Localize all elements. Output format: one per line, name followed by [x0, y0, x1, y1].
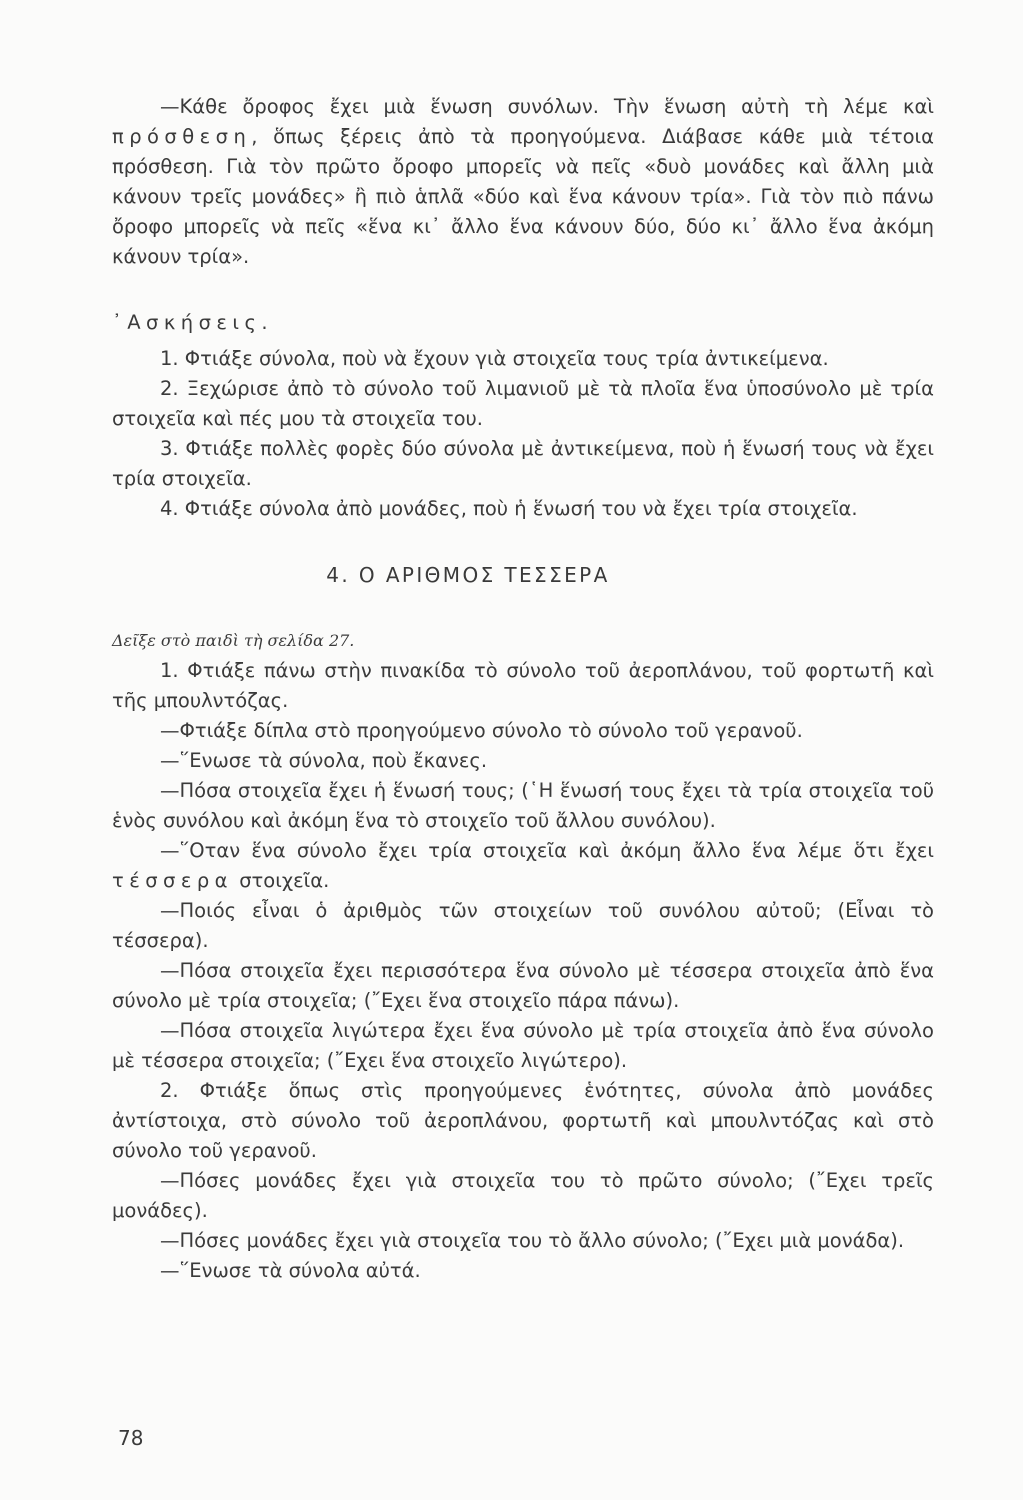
section-line-2: —Φτιάξε δίπλα στὸ προηγούμενο σύνολο τὸ σύνολο τοῦ γερανοῦ.: [160, 719, 803, 742]
four-spaced-word: τέσσερα: [112, 869, 233, 892]
intro-text-start: —Κάθε ὄροφος ἔχει μιὰ ἕνωση συνόλων. Τὴν ἕνωση αὐτὴ τὴ λέμε καὶ: [160, 95, 934, 118]
section-line-3: —῞Ενωσε τὰ σύνολα, ποὺ ἔκανες.: [160, 749, 488, 772]
exercises-heading: [112, 308, 934, 338]
exercises-heading-text: ᾽Ασκήσεις.: [112, 311, 274, 334]
exercise-item-1: 1. Φτιάξε σύνολα, ποὺ νὰ ἔχουν γιὰ στοιχεῖα τους τρία ἀντικείμενα.: [160, 347, 829, 370]
section-line-9: —Πόσες μονάδες ἔχει γιὰ στοιχεῖα του τὸ πρῶτο σύνολο; (῎Εχει τρεῖς μονάδες).: [112, 1169, 934, 1222]
section-line-7: —Πόσα στοιχεῖα λιγώτερα ἔχει ἕνα σύνολο μὲ τρία στοιχεῖα ἀπὸ ἕνα σύνολο μὲ τέσσερα στοιχεῖα; (῎Εχει ἕνα στοιχεῖο λιγώτερο).: [112, 1019, 934, 1072]
section-line-8: 2. Φτιάξε ὅπως στὶς προηγούμενες ἑνότητες, σύνολα ἀπὸ μονάδες ἀντίστοιχα, στὸ σύνολο τοῦ ἀεροπλάνου, φορτωτῆ καὶ μπουλντόζας καὶ στὸ σύνολο τοῦ γερανοῦ.: [112, 1079, 934, 1162]
section-line-5: —Ποιός εἶναι ὁ ἀριθμὸς τῶν στοιχείων τοῦ συνόλου αὐτοῦ; (Εἶναι τὸ τέσσερα).: [112, 899, 934, 952]
exercise-item-4: 4. Φτιάξε σύνολα ἀπὸ μονάδες, ποὺ ἡ ἕνωσή του νὰ ἔχει τρία στοιχεῖα.: [160, 497, 858, 520]
exercise-item-3: 3. Φτιάξε πολλὲς φορὲς δύο σύνολα μὲ ἀντικείμενα, ποὺ ἡ ἕνωσή τους νὰ ἔχει τρία στοιχεῖα.: [112, 437, 934, 490]
four-definition-start: —῞Οταν ἕνα σύνολο ἔχει τρία στοιχεῖα καὶ ἀκόμη ἄλλο ἕνα λέμε ὅτι ἔχει: [160, 839, 934, 862]
section-title: 4. Ο ΑΡΙΘΜΟΣ ΤΕΣΣΕΡΑ: [326, 563, 610, 587]
section-line-10: —Πόσες μονάδες ἔχει γιὰ στοιχεῖα του τὸ ἄλλο σύνολο; (῎Εχει μιὰ μονάδα).: [160, 1229, 905, 1252]
four-definition: [112, 836, 934, 896]
section-line-11: —῞Ενωσε τὰ σύνολα αὐτά.: [160, 1259, 421, 1282]
section-line-4: —Πόσα στοιχεῖα ἔχει ἡ ἕνωσή τους; (῾Η ἕνωσή τους ἔχει τὰ τρία στοιχεῖα τοῦ ἑνὸς συνόλου καὶ ἀκόμη ἕνα τὸ στοιχεῖο τοῦ ἄλλου συνόλου).: [112, 779, 934, 832]
section-line-6: —Πόσα στοιχεῖα ἔχει περισσότερα ἕνα σύνολο μὲ τέσσερα στοιχεῖα ἀπὸ ἕνα σύνολο μὲ τρία στοιχεῖα; (῎Εχει ἕνα στοιχεῖο πάρα πάνω).: [112, 959, 934, 1012]
intro-spaced-word: πρόσθεση: [112, 125, 252, 148]
four-definition-end: στοιχεῖα.: [233, 869, 330, 892]
exercise-item-2: 2. Ξεχώρισε ἀπὸ τὸ σύνολο τοῦ λιμανιοῦ μὲ τὰ πλοῖα ἕνα ὑποσύνολο μὲ τρία στοιχεῖα καὶ πές μου τὰ στοιχεῖα του.: [112, 377, 934, 430]
page-text: [112, 92, 934, 1286]
intro-text-end: , ὅπως ξέρεις ἀπὸ τὰ προηγούμενα. Διάβασε κάθε μιὰ τέτοια πρόσθεση. Γιὰ τὸν πρῶτο ὄροφο μπορεῖς νὰ πεῖς «δυὸ μονάδες καὶ ἄλλη μιὰ κάνουν τρεῖς μονάδες» ἢ πιὸ ἁπλᾶ «δύο καὶ ἕνα κάνουν τρία». Γιὰ τὸν πιὸ πάνω ὄροφο μπορεῖς νὰ πεῖς «ἕνα κι᾽ ἄλλο ἕνα κάνουν δύο, δύο κι᾽ ἄλλο ἕνα ἀκόμη κάνουν τρία».: [112, 125, 934, 268]
page-number: 78: [118, 1426, 144, 1450]
section-line-1: 1. Φτιάξε πάνω στὴν πινακίδα τὸ σύνολο τοῦ ἀεροπλάνου, τοῦ φορτωτῆ καὶ τῆς μπουλντόζας.: [112, 659, 934, 712]
intro-paragraph: [112, 92, 934, 272]
teacher-instruction: Δεῖξε στὸ παιδὶ τὴ σελίδα 27.: [112, 631, 355, 650]
